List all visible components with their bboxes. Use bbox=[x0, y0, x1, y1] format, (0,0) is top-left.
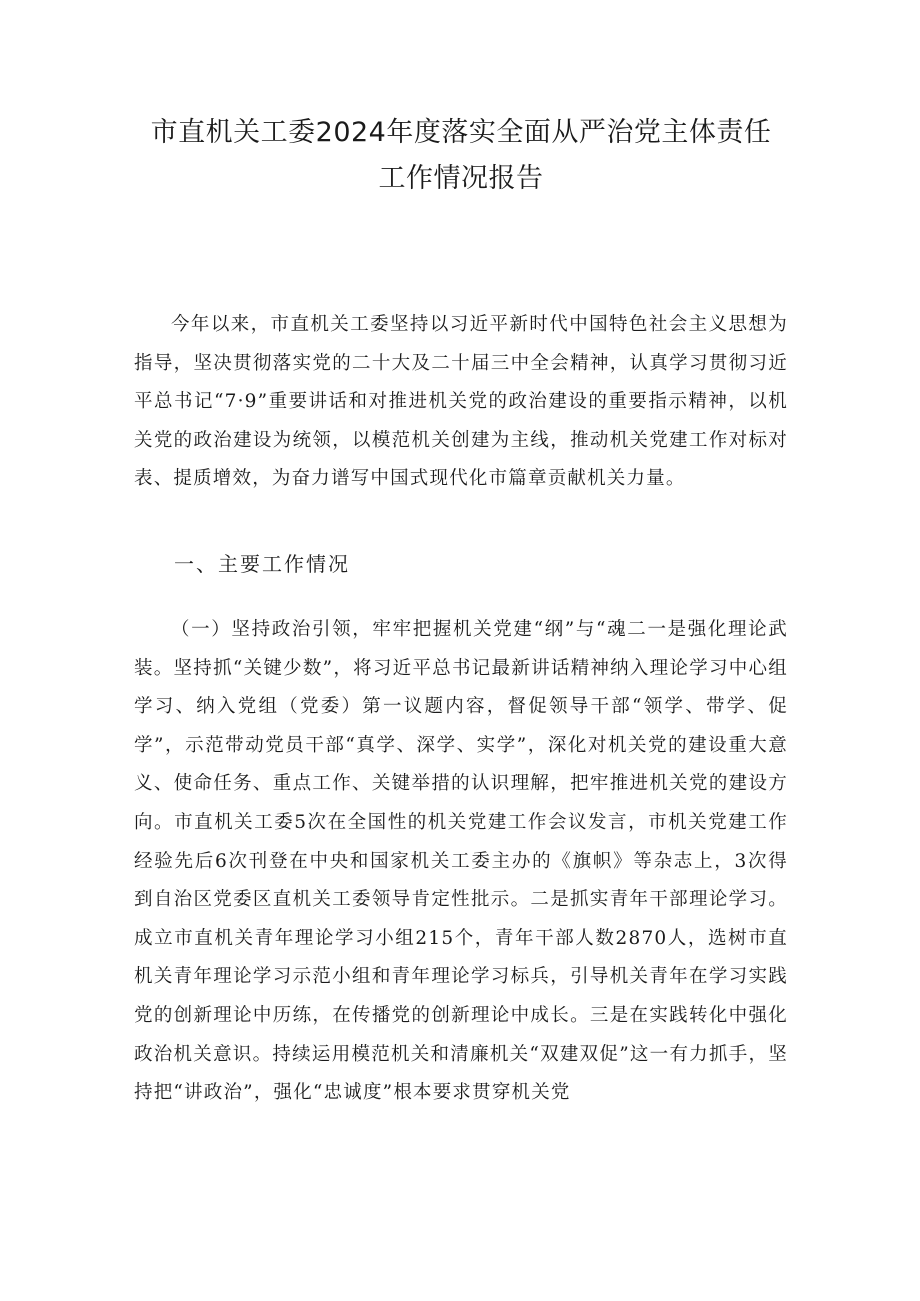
intro-section bbox=[134, 306, 788, 499]
intro-paragraph: 今年以来，市直机关工委坚持以习近平新时代中国特色社会主义思想为指导，坚决贯彻落实党的二十大及二十届三中全会精神，认真学习贯彻习近平总书记“7·9”重要讲话和对推进机关党的政治建设的重要指示精神，以机关党的政治建设为统领，以模范机关创建为主线，推动机关党建工作对标对表、提质增效，为奋力谱写中国式现代化市篇章贡献机关力量。 bbox=[134, 314, 788, 490]
title-line-2: 工作情况报告 bbox=[378, 163, 544, 194]
title-line-1: 市直机关工委2024年度落实全面从严治党主体责任 bbox=[150, 117, 772, 148]
section-paragraph-political-leadership: （一）坚持政治引领，牢牢把握机关党建“纲”与“魂二一是强化理论武装。坚持抓“关键少数”，将习近平总书记最新讲话精神纳入理论学习中心组学习、纳入党组（党委）第一议题内容，督促领导干部“领学、带学、促学”，示范带动党员干部“真学、深学、实学”，深化对机关党的建设重大意义、使命任务、重点工作、关键举措的认识理解，把牢推进机关党的建设方向。市直机关工委5次在全国性的机关党建工作会议发言，市机关党建工作经验先后6次刊登在中央和国家机关工委主办的《旗帜》等杂志上，3次得到自治区党委区直机关工委领导肯定性批示。二是抓实青年干部理论学习。成立市直机关青年理论学习小组215个，青年干部人数2870人，选树市直机关青年理论学习示范小组和青年理论学习标兵，引导机关青年在学习实践党的创新理论中历练，在传播党的创新理论中成长。三是在实践转化中强化政治机关意识。持续运用模范机关和清廉机关“双建双促”这一有力抓手，坚持把“讲政治”，强化“忠诚度”根本要求贯穿机关党 bbox=[134, 618, 788, 1104]
section-body bbox=[134, 611, 788, 1113]
section-heading-main-work: 一、主要工作情况 bbox=[174, 551, 350, 576]
document-title bbox=[134, 110, 788, 202]
